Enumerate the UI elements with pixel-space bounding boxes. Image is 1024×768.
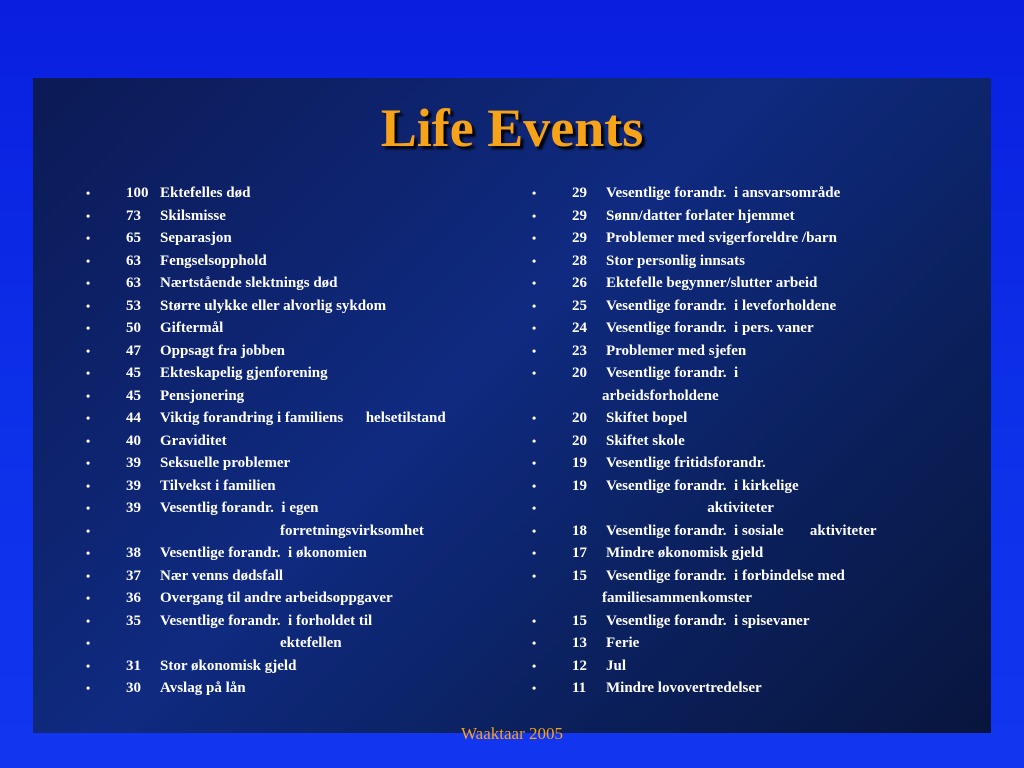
- bullet-icon: •: [86, 343, 91, 358]
- bullet-icon: •: [532, 343, 537, 358]
- event-score: 39: [126, 455, 141, 471]
- list-item: [86, 227, 506, 250]
- event-score: 11: [572, 680, 587, 696]
- event-label: Tilvekst i familien: [160, 477, 276, 494]
- list-item: [532, 227, 952, 250]
- footer-credit: Waaktaar 2005: [461, 724, 563, 743]
- list-item: [86, 362, 506, 385]
- event-score: 36: [126, 590, 141, 606]
- event-label: Ektefelle begynner/slutter arbeid: [606, 275, 818, 291]
- left-event-list: [86, 182, 506, 700]
- bullet-icon: •: [86, 591, 91, 605]
- event-score: 35: [126, 612, 141, 629]
- event-label: Mindre økonomisk gjeld: [606, 545, 764, 561]
- event-label: Vesentlige forandr. i økonomien: [160, 545, 367, 561]
- bullet-icon: •: [532, 321, 537, 335]
- list-item: [532, 430, 952, 453]
- bullet-icon: •: [532, 636, 537, 650]
- event-score: 47: [126, 342, 141, 359]
- bullet-icon: •: [532, 298, 537, 313]
- bullet-icon: •: [86, 546, 91, 560]
- list-item: [532, 475, 952, 498]
- event-label: Graviditet: [160, 432, 227, 449]
- bullet-icon: •: [86, 411, 91, 425]
- list-item: [86, 317, 506, 340]
- event-label: Jul: [606, 657, 627, 674]
- event-score: 37: [126, 567, 141, 584]
- event-label: Vesentlige forandr. i forbindelse med: [606, 567, 845, 584]
- event-label: Avslag på lån: [160, 680, 246, 696]
- list-item: [532, 340, 952, 363]
- event-label: Større ulykke eller alvorlig sykdom: [160, 297, 387, 314]
- event-score: 19: [572, 455, 587, 471]
- list-item: [532, 565, 952, 610]
- list-item: [86, 497, 506, 520]
- bullet-icon: •: [532, 433, 537, 448]
- bullet-icon: •: [532, 501, 537, 515]
- event-label: Pensjonering: [160, 387, 245, 404]
- list-item: [86, 250, 506, 273]
- bullet-icon: •: [86, 186, 91, 200]
- event-score: 15: [572, 612, 587, 629]
- bullet-icon: •: [532, 456, 537, 470]
- list-item: [532, 632, 952, 655]
- event-score: 45: [126, 387, 141, 404]
- bullet-icon: •: [86, 456, 91, 470]
- list-item: [86, 430, 506, 453]
- event-label: Mindre lovovertredelser: [606, 680, 762, 696]
- list-item: [86, 655, 506, 678]
- bullet-icon: •: [532, 546, 537, 560]
- slide-title: Life Events: [380, 98, 644, 158]
- event-score: 20: [572, 365, 587, 381]
- list-item: [86, 407, 506, 430]
- event-label: Viktig forandring i familiens helsetilstand: [160, 410, 446, 426]
- event-label: Vesentlige forandr. i: [606, 365, 739, 381]
- event-label: Vesentlige forandr. i kirkelige: [606, 477, 799, 494]
- event-score: 44: [126, 410, 141, 426]
- event-label: forretningsvirksomhet: [160, 522, 424, 539]
- bullet-icon: •: [86, 568, 91, 583]
- list-item: [532, 295, 952, 318]
- list-item: [86, 385, 506, 408]
- event-label: Ferie: [606, 635, 640, 651]
- event-label: Skilsmisse: [160, 207, 226, 224]
- event-label: aktiviteter: [606, 500, 774, 516]
- event-label: Oppsagt fra jobben: [160, 342, 286, 359]
- event-label: Fengselsopphold: [160, 252, 267, 269]
- event-score: 17: [572, 545, 587, 561]
- list-item: [86, 565, 506, 588]
- event-score: 29: [572, 207, 587, 224]
- list-item: [86, 587, 506, 610]
- list-item: [86, 452, 506, 475]
- bullet-icon: •: [532, 568, 537, 583]
- list-item: [86, 272, 506, 295]
- event-score: 39: [126, 500, 141, 516]
- list-item: [532, 452, 952, 475]
- bullet-icon: •: [532, 231, 537, 245]
- event-label: Vesentlige forandr. i ansvarsområde: [606, 185, 841, 201]
- event-label: Skiftet bopel: [606, 410, 688, 426]
- bullet-icon: •: [86, 613, 91, 628]
- bullet-icon: •: [532, 253, 537, 268]
- event-label: Vesentlige forandr. i leveforholdene: [606, 297, 837, 314]
- event-score: 29: [572, 230, 587, 246]
- bullet-icon: •: [86, 321, 91, 335]
- bullet-icon: •: [532, 208, 537, 223]
- event-score: 63: [126, 252, 141, 269]
- bullet-icon: •: [532, 276, 537, 290]
- event-score: 38: [126, 545, 141, 561]
- bullet-icon: •: [532, 658, 537, 673]
- event-score: 20: [572, 410, 587, 426]
- event-score: 39: [126, 477, 141, 494]
- bullet-icon: •: [532, 681, 537, 695]
- event-score: 26: [572, 275, 587, 291]
- bullet-icon: •: [86, 433, 91, 448]
- event-score: 18: [572, 522, 587, 539]
- bullet-icon: •: [532, 523, 537, 538]
- event-score: 20: [572, 432, 587, 449]
- bullet-icon: •: [532, 478, 537, 493]
- event-score: 63: [126, 275, 141, 291]
- event-score: 19: [572, 477, 587, 494]
- event-label: Ektefelles død: [160, 185, 251, 201]
- list-item: [532, 542, 952, 565]
- event-score: 24: [572, 320, 587, 336]
- bullet-icon: •: [86, 478, 91, 493]
- event-score: 100: [126, 185, 149, 201]
- bullet-icon: •: [86, 388, 91, 403]
- bullet-icon: •: [86, 523, 91, 538]
- event-label: Seksuelle problemer: [160, 455, 291, 471]
- bullet-icon: •: [86, 681, 91, 695]
- bullet-icon: •: [86, 501, 91, 515]
- bullet-icon: •: [86, 658, 91, 673]
- list-item: [86, 520, 506, 543]
- event-label: ektefellen: [160, 635, 342, 651]
- event-label: Sønn/datter forlater hjemmet: [606, 207, 795, 224]
- list-item: [532, 362, 952, 407]
- list-item: [532, 520, 952, 543]
- list-item: [86, 340, 506, 363]
- list-item: [532, 272, 952, 295]
- bullet-icon: •: [86, 276, 91, 290]
- event-score: 28: [572, 252, 587, 269]
- bullet-icon: •: [86, 208, 91, 223]
- bullet-icon: •: [86, 231, 91, 245]
- list-item: [86, 677, 506, 700]
- bullet-icon: •: [86, 253, 91, 268]
- list-item: [532, 205, 952, 228]
- list-item: [532, 610, 952, 633]
- event-label-continued: familiesammenkomster: [602, 590, 752, 606]
- event-score: 30: [126, 680, 141, 696]
- event-label: Problemer med svigerforeldre /barn: [606, 230, 837, 246]
- list-item: [86, 295, 506, 318]
- list-item: [532, 407, 952, 430]
- event-label: Stor personlig innsats: [606, 252, 745, 269]
- event-score: 25: [572, 297, 587, 314]
- event-label: Giftermål: [160, 320, 224, 336]
- event-score: 40: [126, 432, 141, 449]
- bullet-icon: •: [532, 186, 537, 200]
- list-item: [86, 610, 506, 633]
- event-score: 15: [572, 567, 587, 584]
- list-item: [86, 475, 506, 498]
- right-event-list: [532, 182, 952, 700]
- event-label: Problemer med sjefen: [606, 342, 747, 359]
- list-item: [532, 655, 952, 678]
- event-score: 23: [572, 342, 587, 359]
- list-item: [86, 182, 506, 205]
- event-label: Ekteskapelig gjenforening: [160, 365, 328, 381]
- event-label: Vesentlige forandr. i spisevaner: [606, 612, 810, 629]
- list-item: [86, 205, 506, 228]
- event-label: Vesentlige fritidsforandr.: [606, 455, 766, 471]
- bullet-icon: •: [532, 411, 537, 425]
- list-item: [532, 497, 952, 520]
- event-score: 29: [572, 185, 587, 201]
- list-item: [86, 632, 506, 655]
- event-label-continued: arbeidsforholdene: [602, 387, 719, 404]
- event-label: Vesentlige forandr. i pers. vaner: [606, 320, 814, 336]
- bullet-icon: •: [532, 366, 537, 380]
- event-score: 13: [572, 635, 587, 651]
- event-label: Vesentlige forandr. i sosiale aktiviteter: [606, 522, 877, 539]
- event-label: Vesentlige forandr. i forholdet til: [160, 612, 373, 629]
- event-label: Separasjon: [160, 230, 232, 246]
- event-score: 12: [572, 657, 587, 674]
- list-item: [532, 250, 952, 273]
- event-label: Nærtstående slektnings død: [160, 275, 338, 291]
- bullet-icon: •: [86, 366, 91, 380]
- event-label: Vesentlig forandr. i egen: [160, 500, 319, 516]
- event-score: 45: [126, 365, 141, 381]
- event-score: 73: [126, 207, 141, 224]
- bullet-icon: •: [86, 298, 91, 313]
- list-item: [86, 542, 506, 565]
- event-label: Nær venns dødsfall: [160, 567, 284, 584]
- list-item: [532, 182, 952, 205]
- event-label: Overgang til andre arbeidsoppgaver: [160, 590, 393, 606]
- event-score: 65: [126, 230, 141, 246]
- bullet-icon: •: [86, 636, 91, 650]
- bullet-icon: •: [532, 613, 537, 628]
- list-item: [532, 317, 952, 340]
- list-item: [532, 677, 952, 700]
- event-score: 50: [126, 320, 141, 336]
- event-score: 31: [126, 657, 141, 674]
- event-label: Skiftet skole: [606, 432, 685, 449]
- event-score: 53: [126, 297, 141, 314]
- event-label: Stor økonomisk gjeld: [160, 657, 297, 674]
